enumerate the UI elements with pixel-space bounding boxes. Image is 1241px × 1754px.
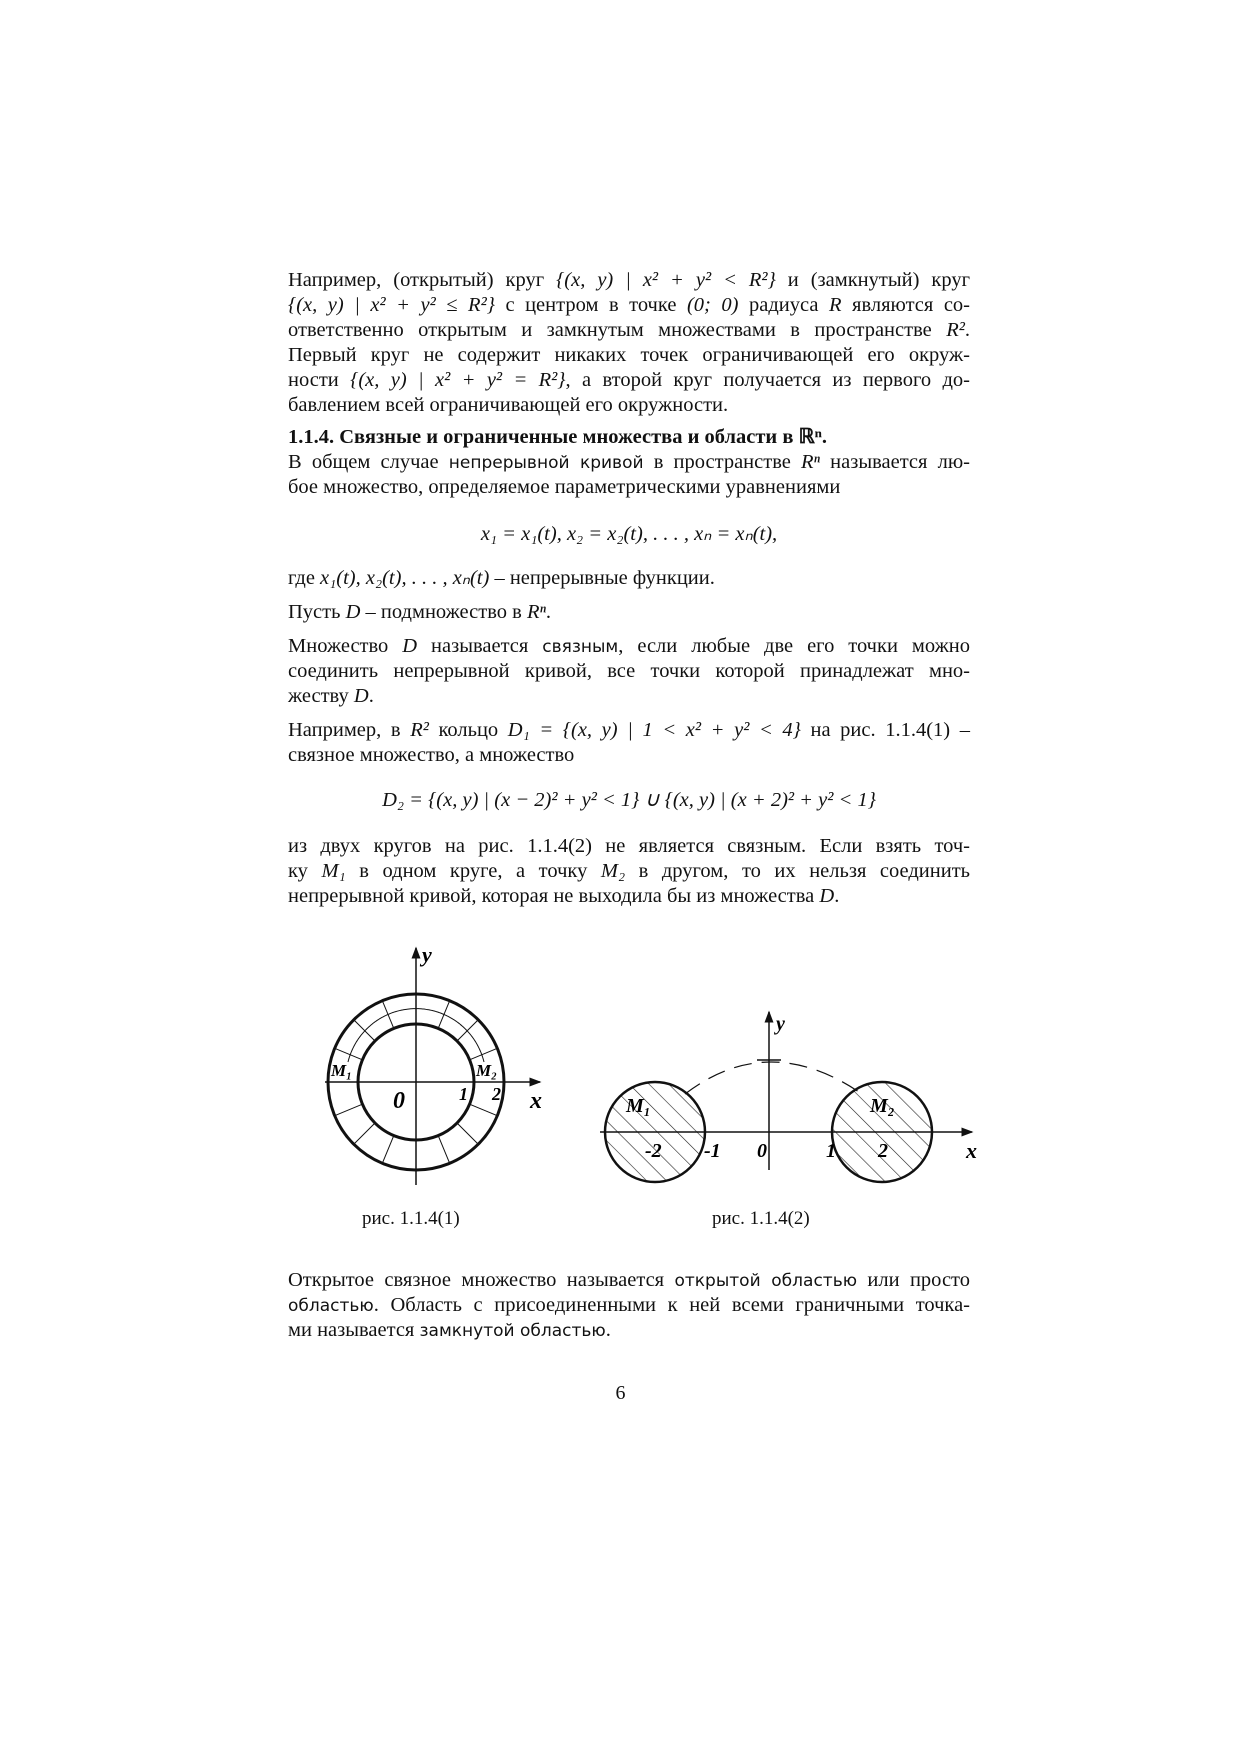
text-segment: из двух кругов на рис. 1.1.4(2) не является связным. Если взять точ- bbox=[288, 835, 970, 857]
text-segment: ответственно открытым и замкнутым множествами в пространстве bbox=[288, 319, 947, 341]
ring-hatch-line bbox=[382, 1001, 393, 1029]
text-segment: . bbox=[368, 685, 374, 707]
text-segment: . bbox=[605, 1319, 611, 1341]
text-segment: непрерывной кривой, которая не выходила бы из множества bbox=[288, 885, 820, 907]
figure-2-caption: рис. 1.1.4(2) bbox=[712, 1208, 810, 1229]
text-segment: называется лю- bbox=[820, 451, 970, 473]
text-segment: . bbox=[834, 885, 840, 907]
tick-2-label: 2 bbox=[878, 1140, 888, 1162]
defined-term: замкнутой областью bbox=[419, 1321, 606, 1341]
ring-hatch-line bbox=[438, 1001, 449, 1029]
math-expression: R² bbox=[946, 319, 965, 341]
text-segment: , а второй круг получается из первого до- bbox=[565, 369, 970, 391]
defined-term: непрерывной кривой bbox=[448, 453, 644, 473]
text-segment: ности bbox=[288, 369, 351, 391]
text-segment: ми называется bbox=[288, 1319, 420, 1341]
y-axis-label: y bbox=[776, 1013, 785, 1035]
ring-hatch-line bbox=[382, 1136, 393, 1164]
figure-ring bbox=[325, 942, 542, 1185]
math-expression: D bbox=[819, 885, 835, 907]
tick-minus2-label: -2 bbox=[645, 1140, 662, 1162]
text-segment: и (замкнутый) круг bbox=[775, 269, 970, 291]
tick-1-label: 1 bbox=[826, 1140, 836, 1162]
math-expression: Rⁿ bbox=[526, 601, 546, 623]
math-expression: D bbox=[353, 685, 369, 707]
x-axis-label: x bbox=[530, 1088, 542, 1114]
text-segment: жеству bbox=[288, 685, 354, 707]
text-segment: с центром в точке bbox=[494, 294, 687, 316]
text-segment: – непрерывные функции. bbox=[489, 567, 715, 589]
text-segment: . bbox=[964, 319, 970, 341]
figure-1-caption: рис. 1.1.4(1) bbox=[362, 1208, 460, 1229]
math-expression: x₁(t), x₂(t), . . . , xₙ(t) bbox=[320, 567, 490, 589]
text-segment: 1.1.4. Связные и ограниченные множества и области в ℝⁿ. bbox=[288, 426, 828, 448]
text-segment: в пространстве bbox=[643, 451, 802, 473]
point-m2-label: M₂ bbox=[476, 1061, 498, 1080]
math-expression: Rⁿ bbox=[801, 451, 820, 473]
y-axis-label: y bbox=[422, 942, 432, 967]
text-segment: кольцо bbox=[428, 719, 508, 741]
text-segment: радиуса bbox=[738, 294, 829, 316]
origin-label: 0 bbox=[393, 1088, 405, 1114]
math-expression: (0; 0) bbox=[686, 294, 739, 316]
point-m1-label: M₁ bbox=[626, 1095, 651, 1117]
point-m2-label: M₂ bbox=[870, 1095, 895, 1117]
defined-term: областью bbox=[288, 1296, 374, 1316]
ring-hatch-line bbox=[438, 1136, 449, 1164]
math-expression: D bbox=[402, 635, 418, 657]
ring-hatch-line bbox=[457, 1020, 478, 1041]
ring-hatch-line bbox=[354, 1123, 375, 1144]
text-segment: в другом, то их нельзя соединить bbox=[625, 860, 971, 882]
figure-two-discs bbox=[600, 1012, 977, 1182]
ring-hatch-line bbox=[354, 1020, 375, 1041]
text-segment: Например, (открытый) круг bbox=[288, 269, 557, 291]
text-segment: В общем случае bbox=[288, 451, 449, 473]
text-segment: называется bbox=[417, 635, 543, 657]
tick-1-label: 1 bbox=[459, 1084, 468, 1104]
text-segment: являются со- bbox=[841, 294, 971, 316]
math-expression: x₁ = x₁(t), x₂ = x₂(t), . . . , xₙ = xₙ(t), bbox=[480, 523, 778, 545]
text-segment: . Область с присоединенными к ней всеми граничными точка- bbox=[373, 1294, 970, 1316]
defined-term: открытой областью bbox=[674, 1271, 858, 1291]
ring-hatch-line bbox=[335, 1104, 363, 1115]
text-segment: – подмножество в bbox=[360, 601, 527, 623]
text-segment: на рис. 1.1.4(1) – bbox=[800, 719, 970, 741]
text-segment: соединить непрерывной кривой, все точки которой принадлежат мно- bbox=[288, 660, 970, 682]
text-segment: Пусть bbox=[288, 601, 346, 623]
page-number: 6 bbox=[615, 1382, 626, 1404]
point-m1-label: M₁ bbox=[331, 1061, 353, 1080]
math-expression: {(x, y) | x² + y² ≤ R²} bbox=[288, 294, 495, 316]
text-segment: . bbox=[545, 601, 552, 623]
math-expression: R bbox=[828, 294, 842, 316]
math-expression: M₂ bbox=[600, 860, 626, 882]
text-segment: Например, в bbox=[288, 719, 411, 741]
text-segment: Открытое связное множество называется bbox=[288, 1269, 675, 1291]
text-segment: бое множество, определяемое параметрическими уравнениями bbox=[288, 476, 841, 498]
ring-hatch-line bbox=[457, 1123, 478, 1144]
text-segment: Множество bbox=[288, 635, 403, 657]
text-segment: , если любые две его точки можно bbox=[618, 635, 970, 657]
tick-2-label: 2 bbox=[492, 1084, 501, 1104]
text-segment: или просто bbox=[857, 1269, 970, 1291]
text-segment: Первый круг не содержит никаких точек ограничивающей его окруж- bbox=[288, 344, 970, 366]
defined-term: связным bbox=[542, 637, 619, 657]
text-segment: в одном круге, а точку bbox=[345, 860, 601, 882]
math-expression: D bbox=[345, 601, 361, 623]
ring-hatch-line bbox=[470, 1104, 498, 1115]
origin-label: 0 bbox=[757, 1140, 767, 1162]
math-expression: M₁ bbox=[321, 860, 346, 882]
math-expression: R² bbox=[410, 719, 429, 741]
math-expression: D₂ = {(x, y) | (x − 2)² + y² < 1} ∪ {(x, y) | (x + 2)² + y² < 1} bbox=[382, 789, 876, 811]
text-segment: где bbox=[288, 567, 321, 589]
text-segment: связное множество, а множество bbox=[288, 744, 575, 766]
tick-minus1-label: -1 bbox=[704, 1140, 721, 1162]
text-segment: бавлением всей ограничивающей его окружности. bbox=[288, 394, 729, 416]
math-expression: {(x, y) | x² + y² < R²} bbox=[556, 269, 776, 291]
text-segment: ку bbox=[288, 860, 322, 882]
math-expression: D₁ = {(x, y) | 1 < x² + y² < 4} bbox=[507, 719, 801, 741]
x-axis-label: x bbox=[966, 1138, 977, 1163]
math-expression: {(x, y) | x² + y² = R²} bbox=[350, 369, 566, 391]
